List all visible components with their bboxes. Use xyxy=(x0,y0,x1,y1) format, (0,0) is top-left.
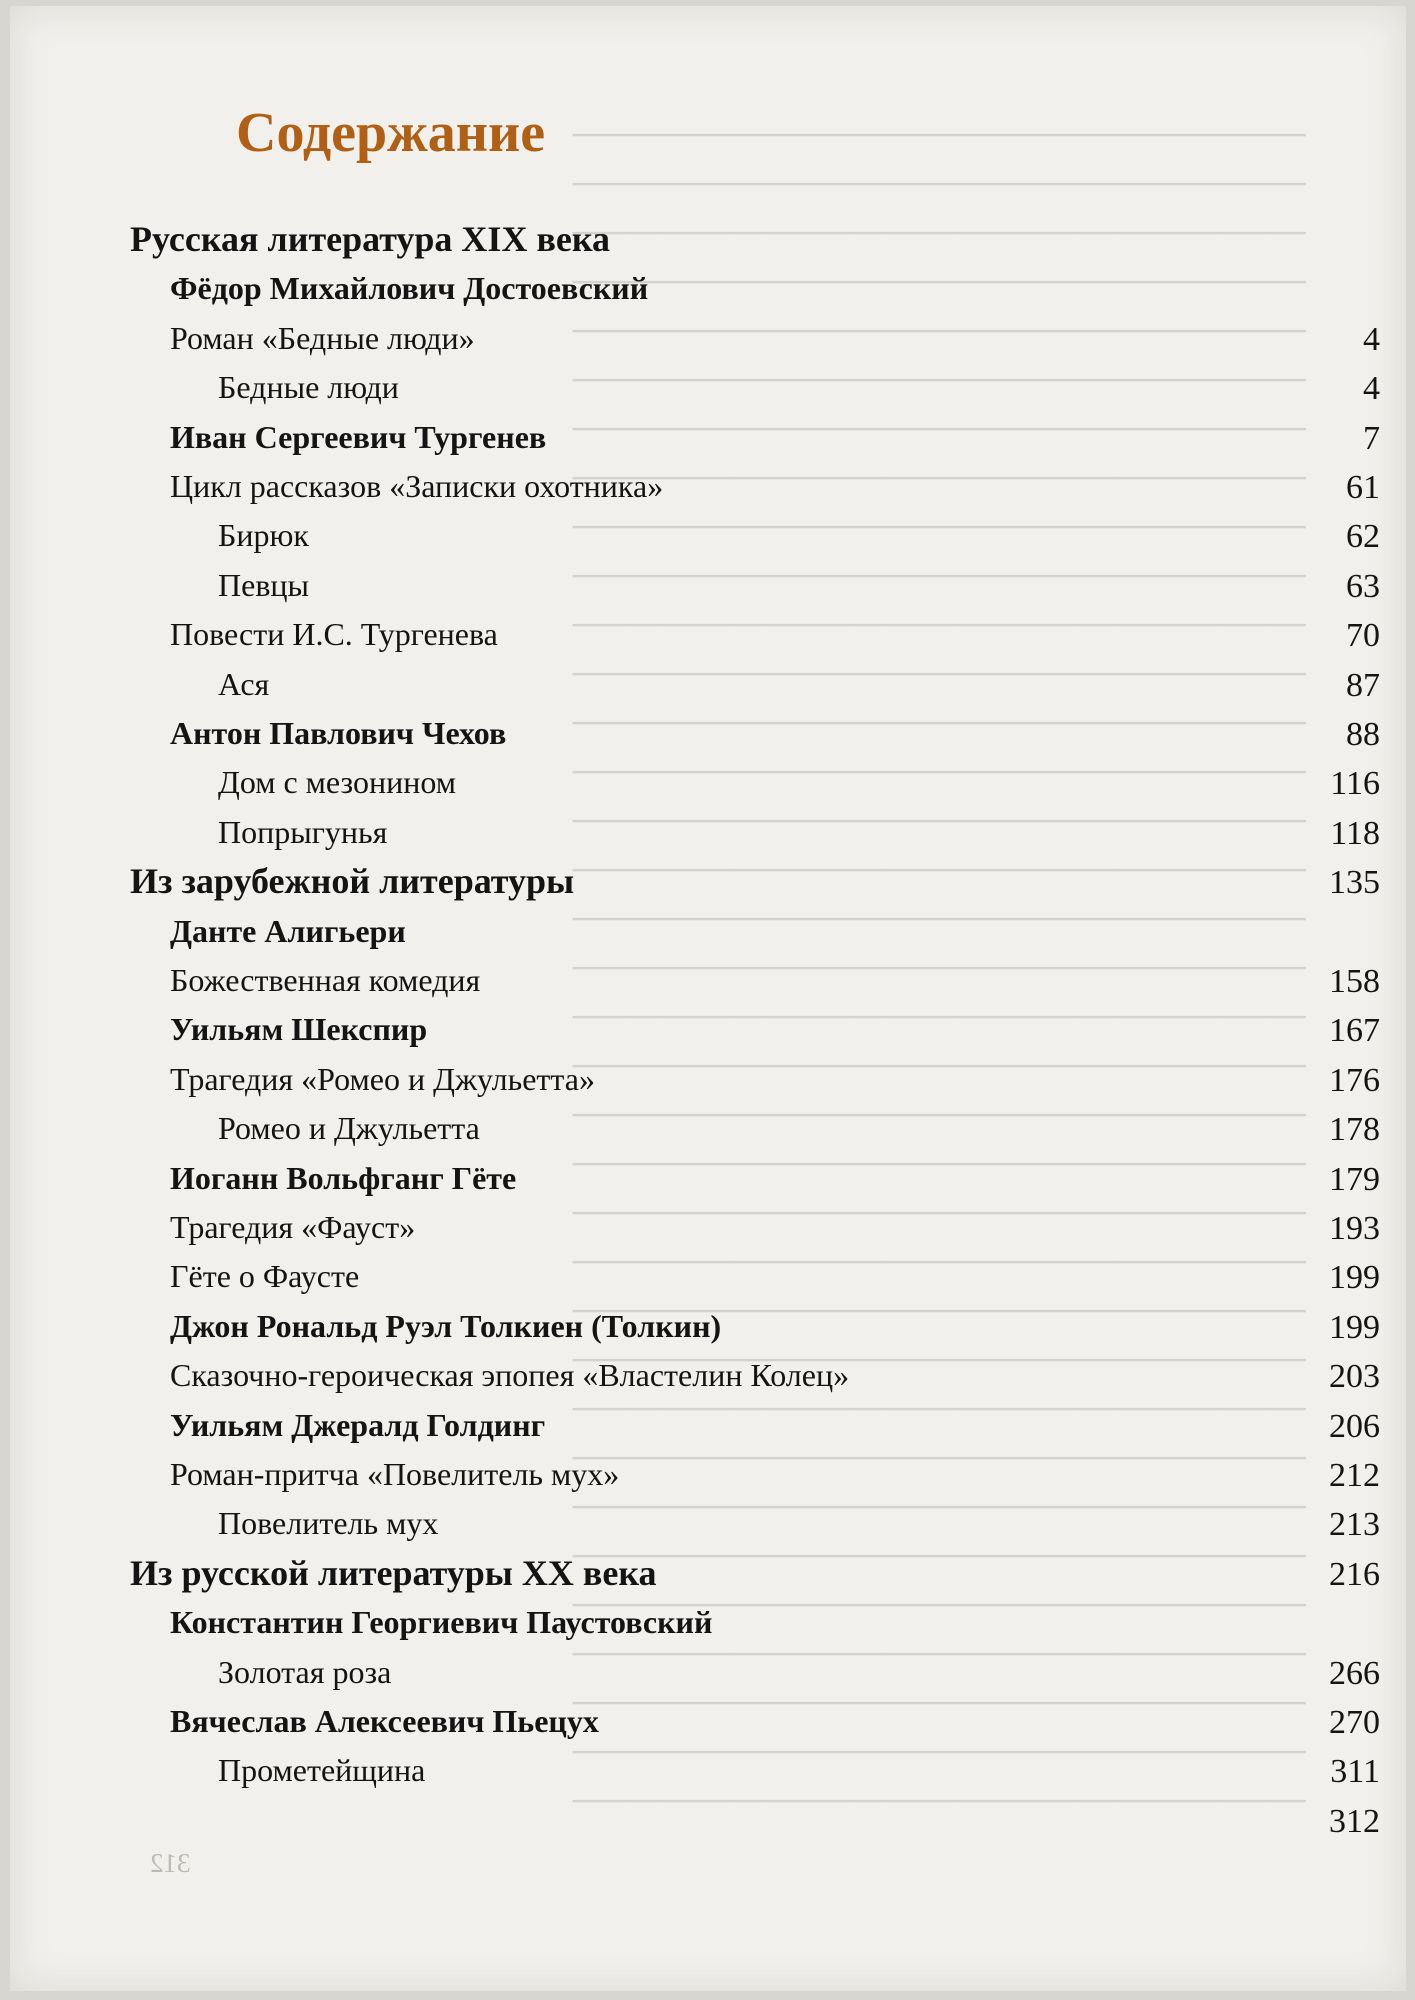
toc-entry-title: Константин Георгиевич Паустовский xyxy=(170,1604,713,1641)
toc-entry-title: Прометейщина xyxy=(218,1752,426,1789)
toc-entry-page: 179 xyxy=(1329,1160,1380,1198)
toc-row[interactable] xyxy=(10,1597,1406,1647)
toc-entry-page: 266 xyxy=(1329,1654,1380,1692)
toc-entry-page: 311 xyxy=(1330,1753,1380,1791)
toc-entry-title: Иоганн Вольфганг Гёте xyxy=(170,1159,517,1196)
toc-row[interactable] xyxy=(10,214,1406,264)
toc-row[interactable] xyxy=(10,1350,1406,1400)
toc-entry-title: Вячеслав Алексеевич Пьецух xyxy=(170,1703,599,1739)
toc-entry-page: 270 xyxy=(1329,1704,1380,1741)
toc-row[interactable] xyxy=(10,1103,1406,1153)
toc-entry-page: 61 xyxy=(1346,469,1380,506)
book-page xyxy=(10,6,1406,1991)
toc-entry-title: Цикл рассказов «Записки охотника» xyxy=(170,468,664,504)
toc-row[interactable] xyxy=(10,807,1406,857)
toc-entry-title: Антон Павлович Чехов xyxy=(170,715,507,751)
toc-row[interactable] xyxy=(10,1647,1406,1697)
toc-entry-title: Попрыгунья xyxy=(218,813,388,850)
toc-entry-page: 135 xyxy=(1329,864,1380,902)
toc-row[interactable] xyxy=(10,1745,1406,1795)
toc-entry-title: Роман-притча «Повелитель мух» xyxy=(170,1456,620,1492)
toc-entry-page: 199 xyxy=(1329,1259,1380,1297)
toc-row[interactable] xyxy=(10,757,1406,807)
toc-entry-title: Дом с мезонином xyxy=(218,764,456,801)
toc-row[interactable] xyxy=(10,955,1406,1005)
toc-entry-page: 216 xyxy=(1329,1555,1380,1593)
bleed-through-text: ────────────────────────────────────────── ────────────────────────────────────────── ────────────────────────────────────────── ────────────────────────────────────────── ────────────────────────────────────────── ────────────────────────────────────────── ────────────────────────────────────────── ────────────────────────────────────────── ────────────────────────────────────────── ────────────────────────────────────────── ────────────────────────────────────────── ────────────────────────────────────────── ────────────────────────────────────────── ────────────────────────────────────────── ────────────────────────────────────────── ────────────────────────────────────────── ────────────────────────────────────────── ────────────────────────────────────────── ────────────────────────────────────────── ────────────────────────────────────────── ────────────────────────────────────────── ────────────────────────────────────────── ────────────────────────────────────────── ────────────────────────────────────────── ────────────────────────────────────────── ────────────────────────────────────────── ────────────────────────────────────────── ────────────────────────────────────────── ────────────────────────────────────────── ────────────────────────────────────────── ────────────────────────────────────────── ────────────────────────────────────────── ────────────────────────────────────────── ────────────────────────────────────────── ────────────────────────────────────────── xyxy=(572,118,1306,1818)
toc-row[interactable] xyxy=(10,708,1406,758)
toc-entry-title: Трагедия «Ромео и Джульетта» xyxy=(170,1060,595,1097)
toc-row[interactable] xyxy=(10,1301,1406,1351)
toc-entry-title: Божественная комедия xyxy=(170,962,481,998)
toc-entry-page: 4 xyxy=(1363,370,1380,408)
toc-entry-page: 167 xyxy=(1329,1012,1380,1050)
toc-entry-page: 212 xyxy=(1329,1457,1380,1494)
toc-entry-title: Из русской литературы XX века xyxy=(130,1552,657,1593)
toc-entry-title: Трагедия «Фауст» xyxy=(170,1209,416,1245)
toc-entry-page: 178 xyxy=(1329,1111,1380,1149)
toc-entry-page: 62 xyxy=(1346,518,1380,556)
toc-entry-title: Уильям Джералд Голдинг xyxy=(170,1406,546,1443)
toc-row[interactable] xyxy=(10,856,1406,906)
toc-entry-title: Уильям Шекспир xyxy=(170,1011,428,1048)
toc-entry-page: 312 xyxy=(1329,1802,1380,1840)
toc-entry-title: Фёдор Михайлович Достоевский xyxy=(170,270,649,307)
toc-entry-page: 88 xyxy=(1346,716,1380,753)
toc-row[interactable] xyxy=(10,510,1406,560)
toc-entry-title: Певцы xyxy=(218,566,310,603)
toc-entry-title: Сказочно-героическая эпопея «Властелин Колец» xyxy=(170,1357,850,1394)
toc-row[interactable] xyxy=(10,1400,1406,1450)
toc-row[interactable] xyxy=(10,1054,1406,1104)
toc-row[interactable] xyxy=(10,362,1406,412)
toc-row[interactable] xyxy=(10,263,1406,313)
toc-entry-title: Русская литература XIX века xyxy=(130,219,611,259)
toc-entry-page: 199 xyxy=(1329,1308,1380,1346)
toc-row[interactable] xyxy=(10,1202,1406,1252)
toc-entry-page: 203 xyxy=(1329,1358,1380,1396)
toc-entry-title: Повести И.С. Тургенева xyxy=(170,616,498,653)
toc-row[interactable] xyxy=(10,313,1406,363)
toc-entry-title: Роман «Бедные люди» xyxy=(170,319,475,356)
toc-entry-title: Ромео и Джульетта xyxy=(218,1110,480,1147)
toc-row[interactable] xyxy=(10,1548,1406,1598)
page-title: Содержание xyxy=(236,102,546,164)
toc-entry-page: 193 xyxy=(1329,1210,1380,1247)
toc-row[interactable] xyxy=(10,1498,1406,1548)
toc-entry-page: 70 xyxy=(1346,617,1380,655)
toc-row[interactable] xyxy=(10,560,1406,610)
toc-entry-page: 4 xyxy=(1363,320,1380,358)
toc-entry-title: Бедные люди xyxy=(218,369,399,406)
toc-entry-title: Иван Сергеевич Тургенев xyxy=(170,418,547,455)
table-of-contents xyxy=(10,6,1406,1991)
toc-entry-page: 206 xyxy=(1329,1407,1380,1445)
toc-entry-title: Из зарубежной литературы xyxy=(130,861,575,902)
toc-entry-title: Повелитель мух xyxy=(218,1505,439,1542)
toc-row[interactable] xyxy=(10,461,1406,511)
toc-row[interactable] xyxy=(10,906,1406,956)
toc-entry-title: Джон Рональд Руэл Толкиен (Толкин) xyxy=(170,1307,722,1344)
toc-entry-title: Данте Алигьери xyxy=(170,912,406,949)
bleed-folio: 312 xyxy=(150,1848,191,1878)
toc-entry-page: 213 xyxy=(1329,1506,1380,1544)
toc-entry-page: 176 xyxy=(1329,1061,1380,1099)
toc-entry-title: Бирюк xyxy=(218,517,309,554)
toc-entry-title: Ася xyxy=(218,665,270,702)
toc-row[interactable] xyxy=(10,1251,1406,1301)
toc-entry-page: 158 xyxy=(1329,963,1380,1000)
toc-entry-title: Золотая роза xyxy=(218,1653,392,1690)
toc-entry-page: 63 xyxy=(1346,567,1380,605)
toc-row[interactable] xyxy=(10,412,1406,462)
toc-entry-page: 116 xyxy=(1330,765,1380,803)
toc-entry-page: 87 xyxy=(1346,666,1380,704)
toc-row[interactable] xyxy=(10,1795,1406,1845)
toc-entry-page: 7 xyxy=(1363,419,1380,457)
toc-row[interactable] xyxy=(10,1449,1406,1499)
toc-row[interactable] xyxy=(10,1004,1406,1054)
toc-entry-title: Гёте о Фаусте xyxy=(170,1258,360,1295)
toc-row[interactable] xyxy=(10,659,1406,709)
toc-row[interactable] xyxy=(10,1696,1406,1746)
toc-entry-page: 118 xyxy=(1330,814,1380,852)
toc-row[interactable] xyxy=(10,1153,1406,1203)
toc-row[interactable] xyxy=(10,609,1406,659)
